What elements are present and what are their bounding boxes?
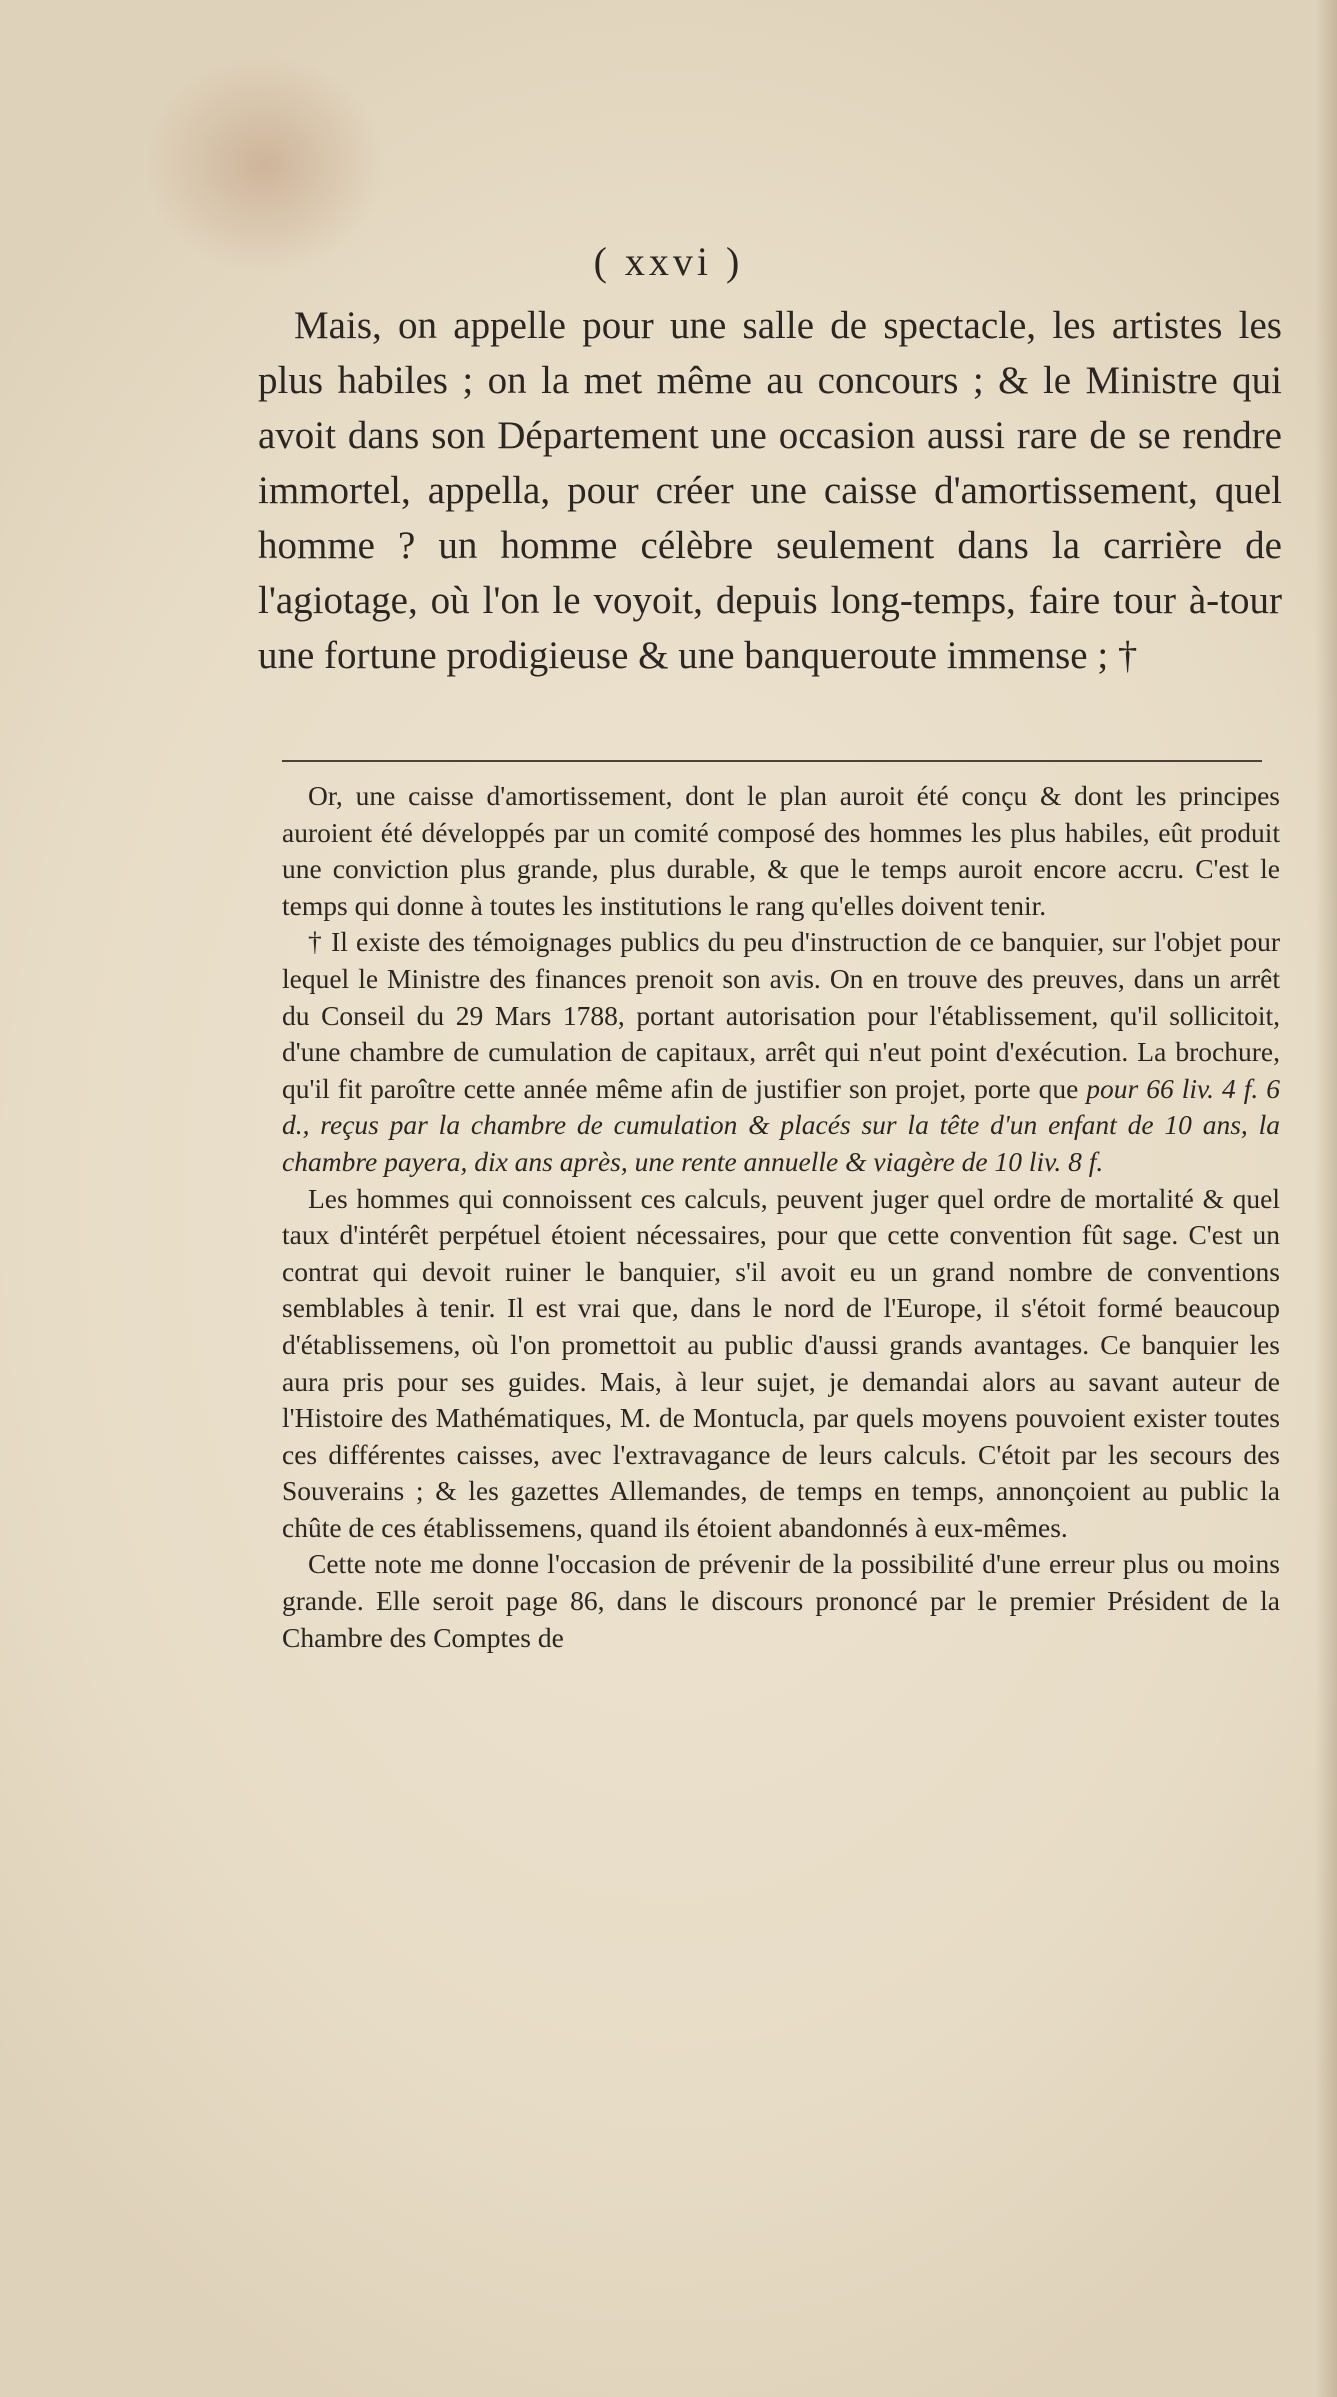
footnotes	[282, 778, 1280, 1656]
footnote-2-text: † Il existe des témoignages publics du peu d'instruction de ce banquier, sur l'objet pour lequel le Ministre des finances prenoit son avis. On en trouve des preuves, dans un arrêt du Conseil du 29 Mars 1788, portant autorisation pour l'établissement, qu'il sollicitoit, d'une chambre de cumulation de capitaux, arrêt qui n'eut point d'exécution. La brochure, qu'il fit paroître cette année même afin de justifier son projet, porte que	[282, 926, 1280, 1104]
main-paragraph	[258, 298, 1282, 683]
footnote-2	[282, 924, 1280, 1180]
footnote-3: Les hommes qui connoissent ces calculs, peuvent juger quel ordre de mortalité & quel taux d'intérêt perpétuel étoient nécessaires, pour que cette convention fût sage. C'est un contrat qui devoit ruiner le banquier, s'il avoit eu un grand nombre de conventions semblables à tenir. Il est vrai que, dans le nord de l'Europe, il s'étoit formé beaucoup d'établissemens, où l'on promettoit au public d'aussi grands avantages. Ce banquier les aura pris pour ses guides. Mais, à leur sujet, je demandai alors au savant auteur de l'Histoire des Mathématiques, M. de Montucla, par quels moyens pouvoient exister toutes ces différentes caisses, avec l'extravagance de leurs calculs. C'étoit par les secours des Souverains ; & les gazettes Allemandes, de temps en temps, annonçoient au public la chûte de ces établissemens, quand ils étoient abandonnés à eux-mêmes.	[282, 1182, 1280, 1543]
footnote-1: Or, une caisse d'amortissement, dont le plan auroit été conçu & dont les principes auroient été développés par un comité composé des hommes les plus habiles, eût produit une conviction plus grande, plus durable, & que le temps auroit encore accru. C'est le temps qui donne à toutes les institutions le rang qu'elles doivent tenir.	[282, 780, 1280, 921]
footnote-4: Cette note me donne l'occasion de prévenir de la possibilité d'une erreur plus ou moins grande. Elle seroit page 86, dans le discours prononcé par le premier Président de la Chambre des Comptes de	[282, 1548, 1280, 1653]
page-edge-shadow	[1315, 0, 1337, 2397]
page-number: ( xxvi )	[593, 239, 744, 284]
main-paragraph-text: Mais, on appelle pour une salle de spectacle, les artistes les plus habiles ; on la met même au concours ; & le Ministre qui avoit dans son Département une occasion aussi rare de se rendre immortel, appella, pour créer une caisse d'amortissement, quel homme ? un homme célèbre seulement dans la carrière de l'agiotage, où l'on le voyoit, depuis long-temps, faire tour à-tour une fortune prodigieuse & une banqueroute immense ; †	[258, 304, 1282, 677]
footnote-separator	[282, 760, 1262, 762]
footnote-2-italic: pour 66 liv. 4 f. 6 d., reçus par la chambre de cumulation & placés sur la tête d'un enfant de 10 ans, la chambre payera, dix ans après, une rente annuelle & viagère de 10 liv. 8 f.	[282, 1072, 1280, 1177]
